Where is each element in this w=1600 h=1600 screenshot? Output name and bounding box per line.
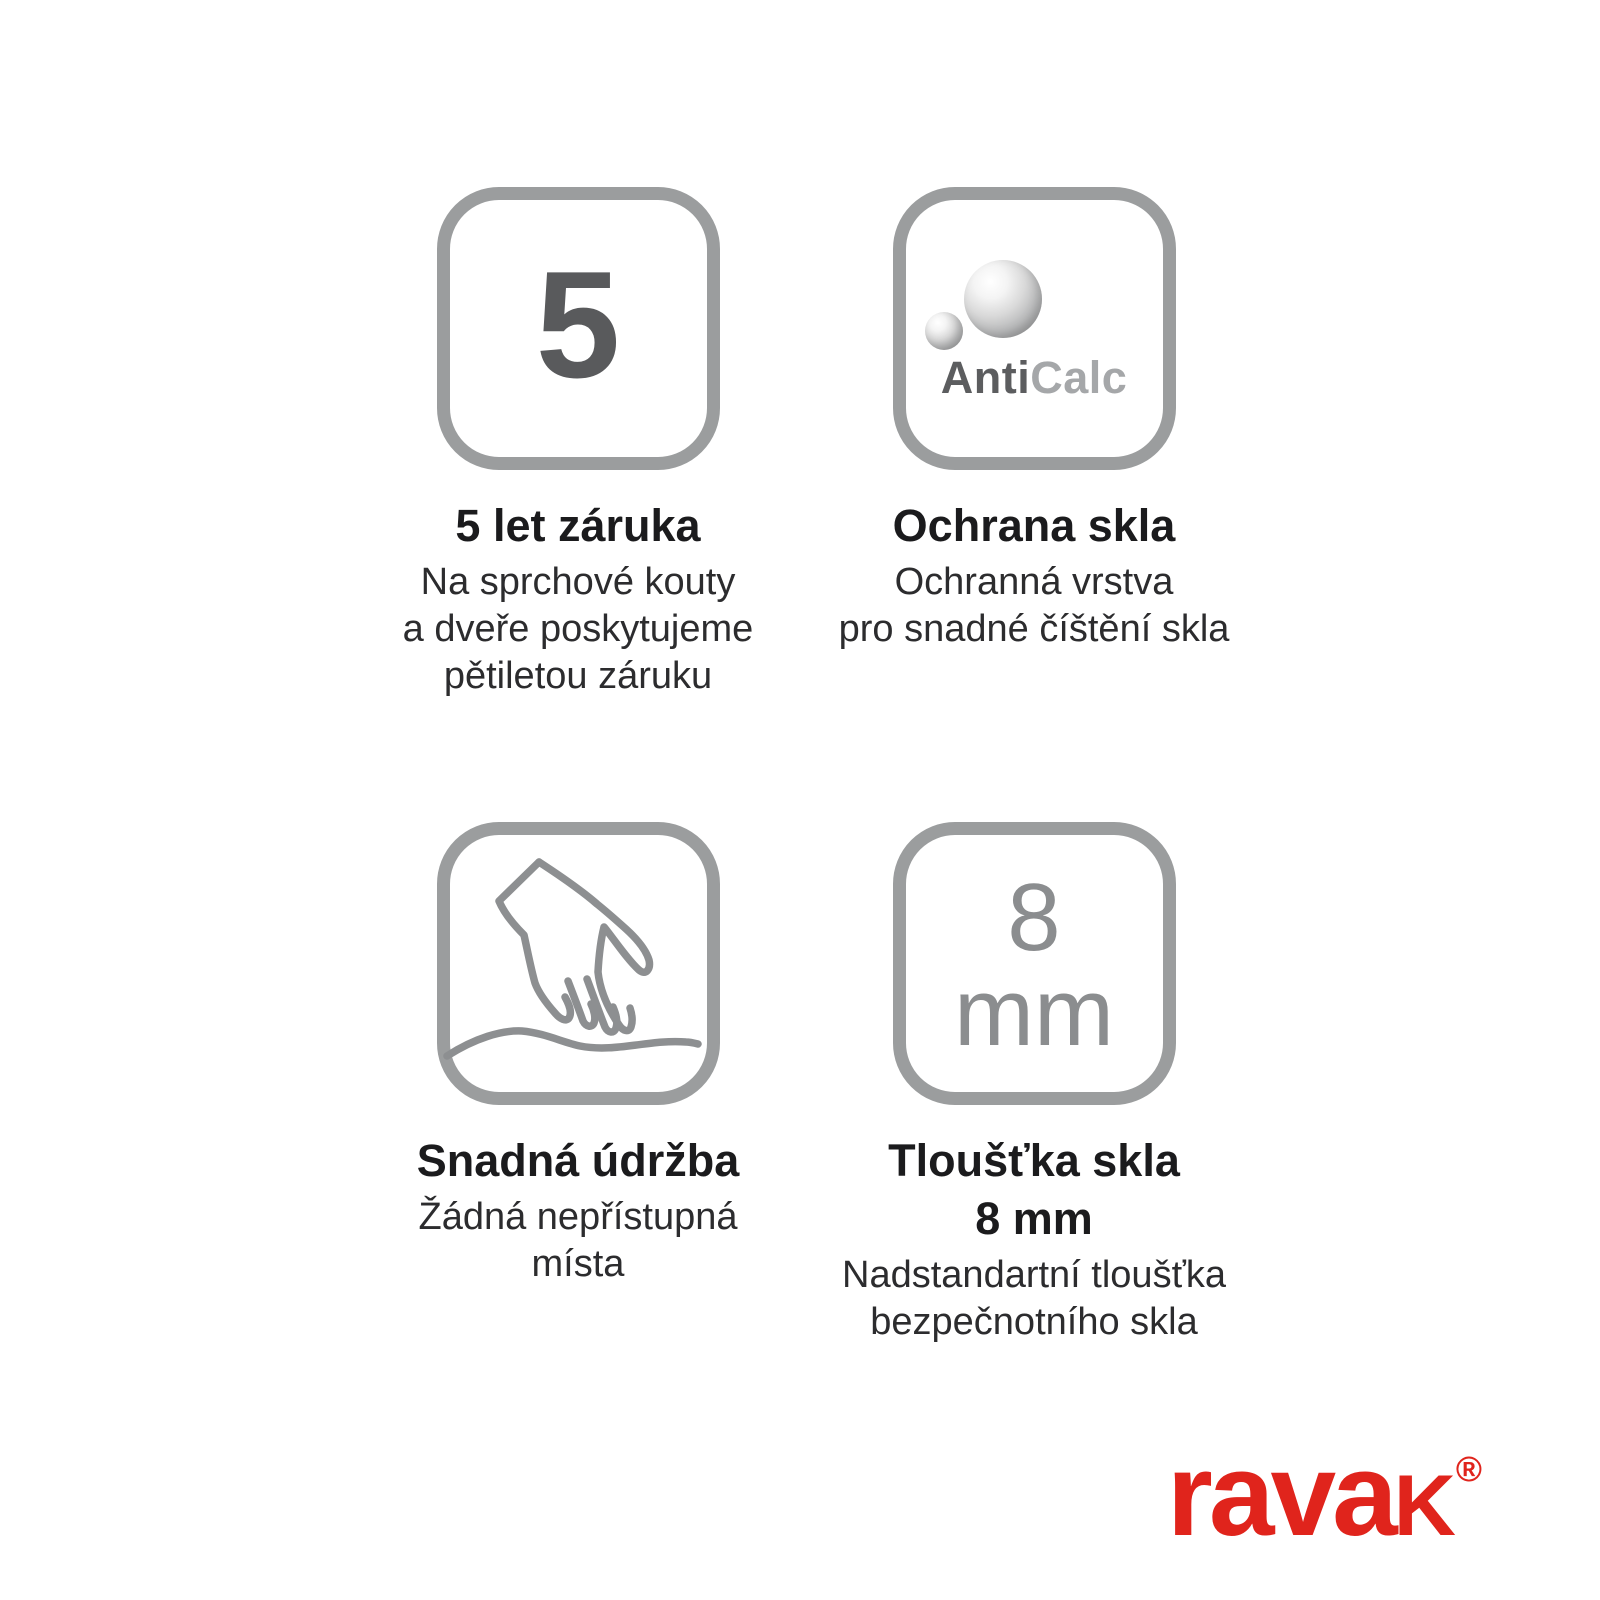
- anticalc-word-anti: Anti: [940, 352, 1031, 403]
- feature-subtitle-warranty: [403, 559, 754, 700]
- hand-tile: [437, 822, 720, 1105]
- thickness-unit: mm: [954, 958, 1114, 1066]
- subtitle-line: bezpečnotního skla: [870, 1301, 1198, 1343]
- feature-glass-protection: [794, 187, 1274, 653]
- logo-letter-k: K: [1393, 1458, 1452, 1554]
- feature-warranty: [338, 187, 818, 700]
- subtitle-line: Žádná nepřístupná: [418, 1196, 738, 1238]
- warranty-5-badge-icon: [437, 187, 720, 470]
- registered-trademark-icon: ®: [1455, 1448, 1482, 1489]
- feature-easy-maintenance: [338, 822, 818, 1288]
- water-drop-icon-small: [925, 312, 963, 350]
- feature-title-warranty: 5 let záruka: [455, 500, 701, 551]
- subtitle-line: místa: [531, 1243, 625, 1285]
- thickness-number: 8: [1007, 864, 1061, 972]
- title-line: 8 mm: [975, 1193, 1093, 1244]
- feature-title-easy-maintenance: Snadná údržba: [416, 1135, 740, 1186]
- logo-text: rava: [1166, 1429, 1394, 1561]
- hand-icon: [450, 835, 707, 1092]
- subtitle-line: pro snadné číštění skla: [838, 608, 1230, 650]
- title-line: Tloušťka skla: [888, 1135, 1180, 1186]
- subtitle-line: a dveře poskytujeme: [402, 608, 754, 650]
- subtitle-line: Ochranná vrstva: [894, 561, 1174, 603]
- feature-subtitle-glass-thickness: [842, 1252, 1226, 1346]
- glass-thickness-icon: [893, 822, 1176, 1105]
- feature-subtitle-glass-protection: [839, 559, 1230, 653]
- subtitle-line: Nadstandartní tloušťka: [842, 1254, 1226, 1296]
- anticalc-wordmark: [906, 352, 1163, 404]
- feature-title-glass-protection: Ochrana skla: [892, 500, 1176, 551]
- ravak-logo: [1166, 1429, 1482, 1561]
- anticalc-word-calc: Calc: [1030, 352, 1128, 403]
- subtitle-line: Na sprchové kouty: [420, 561, 736, 603]
- thickness-8mm-label: [906, 835, 1163, 1092]
- subtitle-line: pětiletou záruku: [443, 655, 713, 697]
- water-drop-icon-large: [964, 260, 1042, 338]
- anticalc-tile: [893, 187, 1176, 470]
- feature-glass-thickness: [794, 822, 1274, 1346]
- warranty-5-digit: 5: [535, 240, 621, 410]
- feature-title-glass-thickness: [888, 1132, 1180, 1248]
- feature-subtitle-easy-maintenance: [418, 1194, 737, 1288]
